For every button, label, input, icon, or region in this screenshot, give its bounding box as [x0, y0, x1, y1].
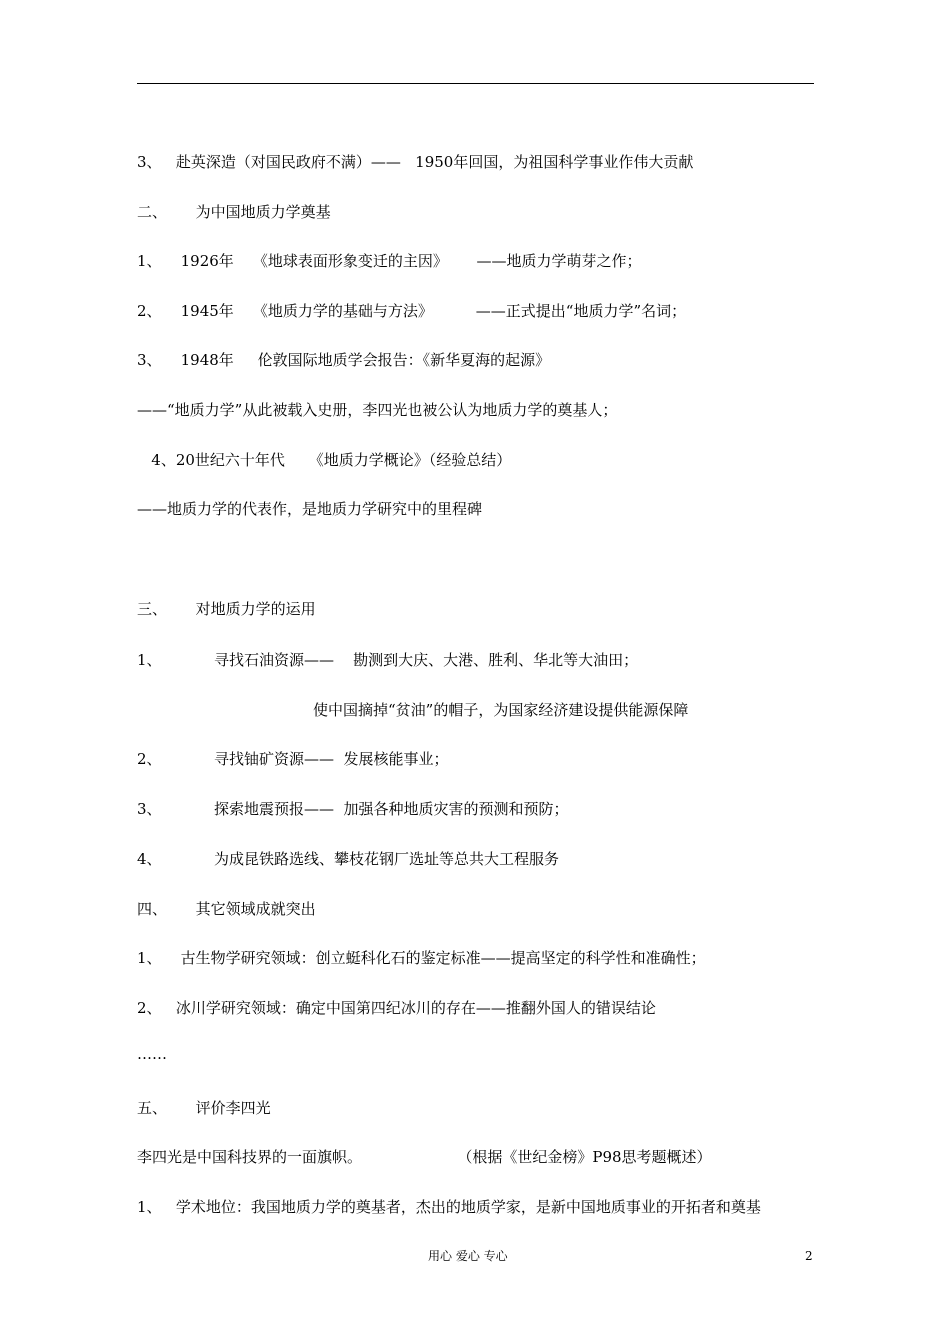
text-line-5: 3、 1948年 伦敦国际地质学会报告：《新华夏海的起源》 [137, 351, 551, 369]
section-heading-3: 三、 对地质力学的运用 [137, 600, 316, 618]
text-line-21: 1、 学术地位：我国地质力学的奠基者，杰出的地质学家，是新中国地质事业的开拓者和奠基 [137, 1198, 761, 1216]
text-line-14: 4、 为成昆铁路选线、攀枝花钢厂选址等总共大工程服务 [137, 850, 559, 868]
section-heading-5: 五、 评价李四光 [137, 1099, 271, 1117]
text-line-6: ——“地质力学”从此被载入史册，李四光也被公认为地质力学的奠基人； [137, 401, 618, 419]
text-line-4: 2、 1945年 《地质力学的基础与方法》 ——正式提出“地质力学”名词； [137, 302, 687, 320]
text-line-17: 2、 冰川学研究领域：确定中国第四纪冰川的存在——推翻外国人的错误结论 [137, 999, 656, 1017]
text-line-3: 1、 1926年 《地球表面形象变迁的主因》 ——地质力学萌芽之作； [137, 252, 642, 270]
text-line-13: 3、 探索地震预报—— 加强各种地质灾害的预测和预防； [137, 800, 569, 818]
text-line-16: 1、 古生物学研究领域：创立蜓科化石的鉴定标准——提高坚定的科学性和准确性； [137, 949, 706, 967]
section-heading-4: 四、 其它领域成就突出 [137, 900, 316, 918]
ellipsis-line: …… [137, 1045, 167, 1063]
header-rule [137, 83, 814, 84]
text-line-1: 3、 赴英深造（对国民政府不满）—— 1950年回国，为祖国科学事业作伟大贡献 [137, 153, 694, 171]
text-line-12: 2、 寻找铀矿资源—— 发展核能事业； [137, 750, 449, 768]
text-line-20: 李四光是中国科技界的一面旗帜。 （根据《世纪金榜》P98思考题概述） [137, 1148, 712, 1166]
text-line-10: 1、 寻找石油资源—— 勘测到大庆、大港、胜利、华北等大油田； [137, 651, 639, 669]
text-line-8: ——地质力学的代表作，是地质力学研究中的里程碑 [137, 500, 483, 518]
text-line-11: 使中国摘掉“贫油”的帽子，为国家经济建设提供能源保障 [313, 701, 689, 719]
page-number: 2 [805, 1249, 813, 1263]
footer-slogan: 用心 爱心 专心 [428, 1249, 508, 1263]
text-line-7: 4、20世纪六十年代 《地质力学概论》（经验总结） [137, 451, 512, 469]
section-heading-2: 二、 为中国地质力学奠基 [137, 203, 331, 221]
